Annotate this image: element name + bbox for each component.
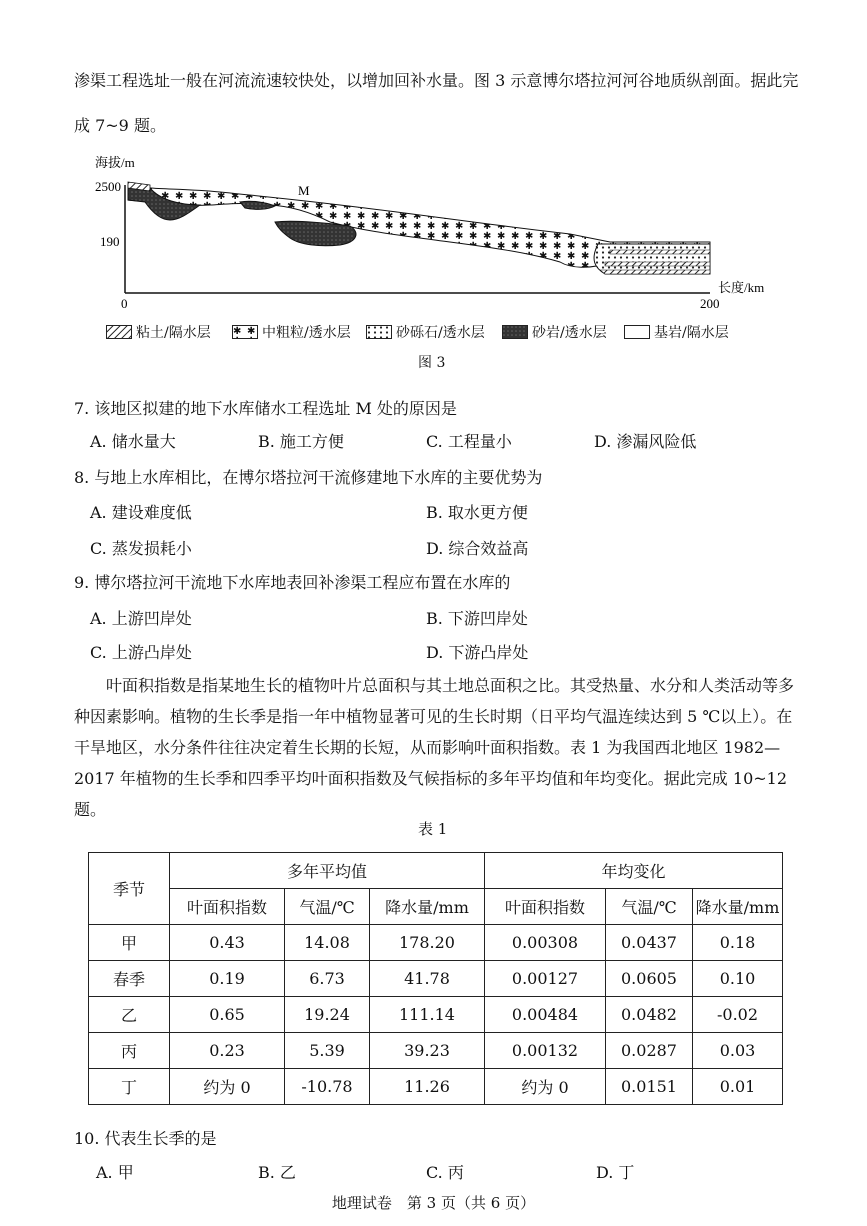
question-9-option-a[interactable]: A. 上游凹岸处 xyxy=(90,609,192,628)
header-col: 降水量/mm xyxy=(370,889,485,925)
table-cell: 19.24 xyxy=(285,997,370,1033)
geological-profile-figure xyxy=(90,150,790,350)
legend-clay-swatch xyxy=(106,325,132,339)
question-9-option-c[interactable]: C. 上游凸岸处 xyxy=(90,643,192,662)
table-cell: 0.00127 xyxy=(485,961,606,997)
question-7-stem: 7. 该地区拟建的地下水库储水工程选址 M 处的原因是 xyxy=(74,399,457,418)
legend-clay xyxy=(106,322,211,342)
table-cell: -0.02 xyxy=(693,997,783,1033)
legend-gravel-label: 砂砾石/透水层 xyxy=(396,325,485,341)
header-group-multiyear: 多年平均值 xyxy=(170,853,485,889)
layer-gravel-right xyxy=(594,244,710,274)
legend-coarse-sand-label: 中粗粒/透水层 xyxy=(262,325,351,341)
x-tick-start: 0 xyxy=(121,296,128,311)
table-cell: 0.0482 xyxy=(606,997,693,1033)
table-cell: -10.78 xyxy=(285,1069,370,1105)
x-tick-end: 200 xyxy=(700,296,720,311)
table-cell: 39.23 xyxy=(370,1033,485,1069)
table-cell: 0.03 xyxy=(693,1033,783,1069)
legend-coarse-sand-swatch xyxy=(232,325,258,339)
table-cell: 0.0151 xyxy=(606,1069,693,1105)
layer-sandstone-right xyxy=(275,221,356,246)
y-axis-label: 海拔/m xyxy=(95,155,135,170)
legend-gravel-swatch xyxy=(366,325,392,339)
legend-sandstone-swatch xyxy=(502,325,528,339)
table-caption: 表 1 xyxy=(418,820,448,838)
table-cell: 6.73 xyxy=(285,961,370,997)
table-cell: 14.08 xyxy=(285,925,370,961)
legend-coarse-sand xyxy=(232,322,351,342)
y-tick-top: 2500 xyxy=(95,179,121,194)
question-10-option-b[interactable]: B. 乙 xyxy=(258,1163,296,1182)
row-season: 春季 xyxy=(89,961,170,997)
table-cell: 0.00308 xyxy=(485,925,606,961)
table-cell: 约为 0 xyxy=(485,1069,606,1105)
legend-sandstone xyxy=(502,322,607,342)
question-10-option-d[interactable]: D. 丁 xyxy=(596,1163,635,1182)
table-row xyxy=(89,925,783,961)
question-9-option-d[interactable]: D. 下游凸岸处 xyxy=(426,643,529,662)
legend-gravel xyxy=(366,322,485,342)
figure-caption: 图 3 xyxy=(418,355,446,371)
layer-clay-right-1 xyxy=(610,250,710,254)
question-8-option-b[interactable]: B. 取水更方便 xyxy=(426,503,528,522)
legend-bedrock-label: 基岩/隔水层 xyxy=(654,325,729,341)
table-row xyxy=(89,1033,783,1069)
x-axis-label: 长度/km xyxy=(718,280,765,295)
table-cell: 0.65 xyxy=(170,997,285,1033)
table-cell: 0.10 xyxy=(693,961,783,997)
intro-line-1: 渗渠工程选址一般在河流流速较快处，以增加回补水量。图 3 示意博尔塔拉河河谷地质纵剖面。据此完 xyxy=(74,71,799,90)
legend-sandstone-label: 砂岩/透水层 xyxy=(532,325,607,341)
layer-clay-right-2 xyxy=(605,262,710,266)
question-7-option-a[interactable]: A. 储水量大 xyxy=(90,432,176,451)
table-row xyxy=(89,1069,783,1105)
legend-bedrock-swatch xyxy=(624,325,650,339)
row-season: 甲 xyxy=(89,925,170,961)
table-cell: 0.43 xyxy=(170,925,285,961)
header-col: 气温/℃ xyxy=(285,889,370,925)
question-8-option-a[interactable]: A. 建设难度低 xyxy=(90,503,192,522)
legend-bedrock xyxy=(624,322,729,342)
layer-clay-right-3 xyxy=(600,270,710,274)
question-7-option-d[interactable]: D. 渗漏风险低 xyxy=(594,432,697,451)
table-row xyxy=(89,961,783,997)
question-9-option-b[interactable]: B. 下游凹岸处 xyxy=(426,609,528,628)
table-cell: 178.20 xyxy=(370,925,485,961)
table-cell: 111.14 xyxy=(370,997,485,1033)
question-8-option-c[interactable]: C. 蒸发损耗小 xyxy=(90,539,192,558)
header-group-annual-change: 年均变化 xyxy=(485,853,783,889)
question-8-option-d[interactable]: D. 综合效益高 xyxy=(426,539,529,558)
table-cell: 0.0437 xyxy=(606,925,693,961)
table-cell: 11.26 xyxy=(370,1069,485,1105)
question-9-stem: 9. 博尔塔拉河干流地下水库地表回补渗渠工程应布置在水库的 xyxy=(74,573,511,592)
question-7-option-c[interactable]: C. 工程量小 xyxy=(426,432,512,451)
table-header-row-2 xyxy=(89,889,783,925)
passage-text: 叶面积指数是指某地生长的植物叶片总面积与其土地总面积之比。其受热量、水分和人类活动等多种因素影响。植物的生长季是指一年中植物显著可见的生长时期（日平均气温连续达到 5 ℃以上）。在干旱地区，水分条件往往决定着生长期的长短，从而影响叶面积指数。表 1 为我国西北地区 1982—2017 年植物的生长季和四季平均叶面积指数及气候指标的多年平均值和年均变化。据此完成 10~12 题。 xyxy=(74,676,795,819)
table-cell: 0.00132 xyxy=(485,1033,606,1069)
legend-clay-label: 粘土/隔水层 xyxy=(136,325,211,341)
question-10-option-c[interactable]: C. 丙 xyxy=(426,1163,464,1182)
table-row xyxy=(89,997,783,1033)
data-table xyxy=(88,852,783,1105)
question-7-option-b[interactable]: B. 施工方便 xyxy=(258,432,344,451)
header-col: 降水量/mm xyxy=(693,889,783,925)
question-10-option-a[interactable]: A. 甲 xyxy=(96,1163,134,1182)
table-cell: 0.01 xyxy=(693,1069,783,1105)
passage xyxy=(74,670,794,825)
point-m-label: M xyxy=(298,183,310,198)
question-10-stem: 10. 代表生长季的是 xyxy=(74,1129,217,1148)
question-8-stem: 8. 与地上水库相比，在博尔塔拉河干流修建地下水库的主要优势为 xyxy=(74,468,543,487)
table-cell: 41.78 xyxy=(370,961,485,997)
y-tick-mid: 190 xyxy=(100,234,120,249)
table-cell: 约为 0 xyxy=(170,1069,285,1105)
table-cell: 0.0605 xyxy=(606,961,693,997)
table-cell: 5.39 xyxy=(285,1033,370,1069)
header-col: 叶面积指数 xyxy=(170,889,285,925)
row-season: 乙 xyxy=(89,997,170,1033)
header-season: 季节 xyxy=(89,853,170,925)
table-cell: 0.19 xyxy=(170,961,285,997)
header-col: 叶面积指数 xyxy=(485,889,606,925)
table-cell: 0.00484 xyxy=(485,997,606,1033)
intro-line-2: 成 7~9 题。 xyxy=(74,116,166,135)
table-cell: 0.0287 xyxy=(606,1033,693,1069)
header-col: 气温/℃ xyxy=(606,889,693,925)
row-season: 丙 xyxy=(89,1033,170,1069)
table-cell: 0.18 xyxy=(693,925,783,961)
table-cell: 0.23 xyxy=(170,1033,285,1069)
table-header-row-1 xyxy=(89,853,783,889)
page-footer: 地理试卷 第 3 页（共 6 页） xyxy=(331,1194,536,1212)
row-season: 丁 xyxy=(89,1069,170,1105)
